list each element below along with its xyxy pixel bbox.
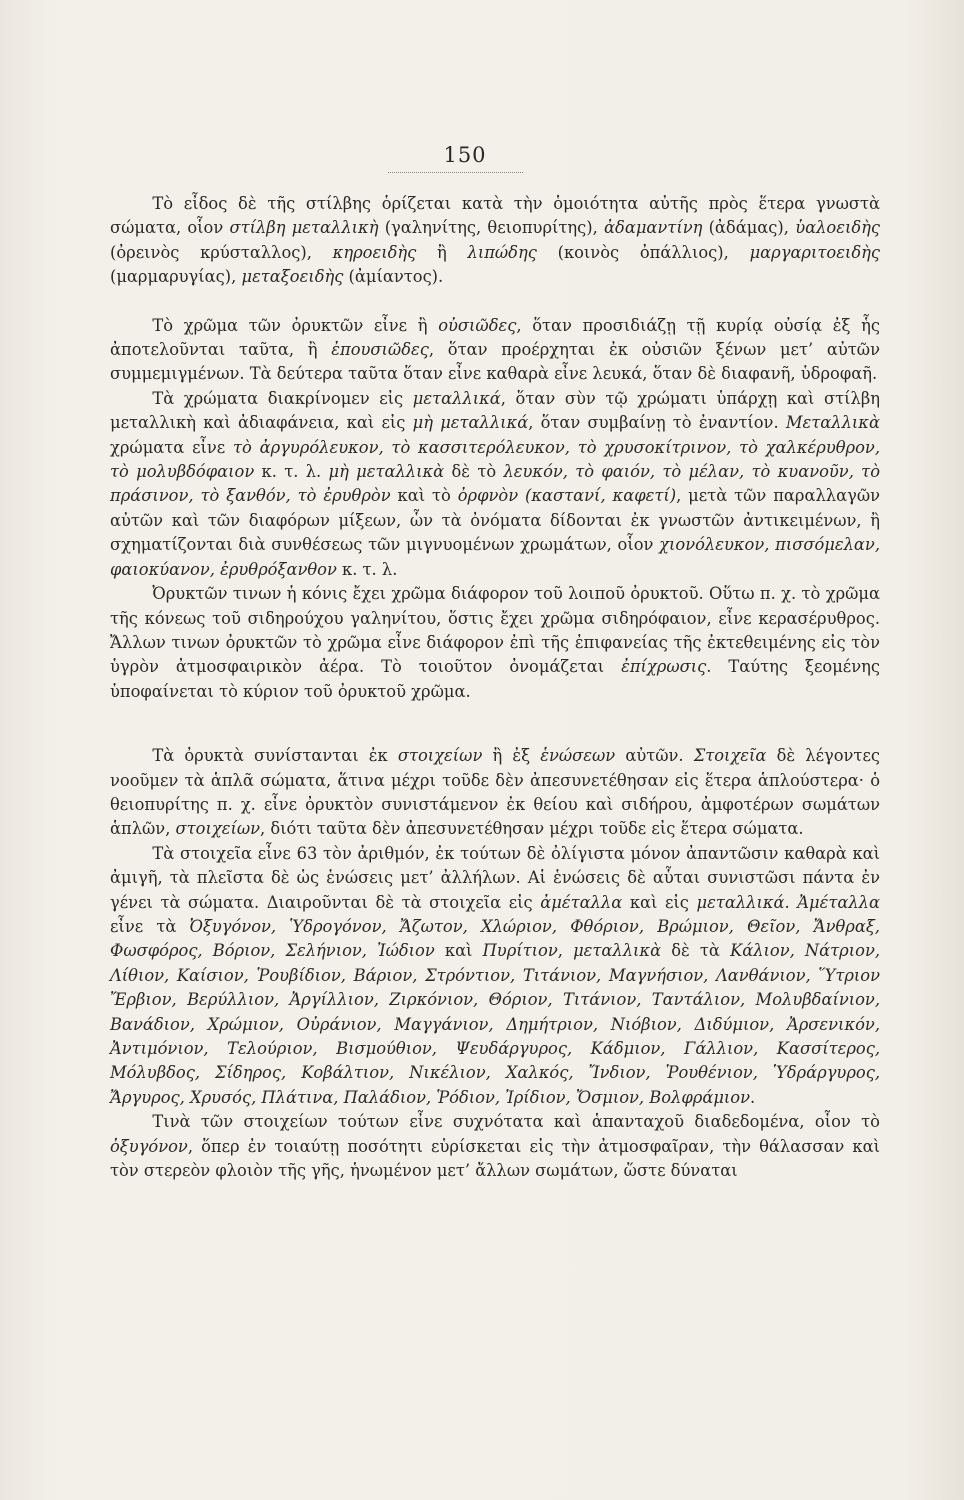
emphasized-term: κηροειδὴς [332, 242, 417, 262]
emphasized-term: Ἀμέταλλα [797, 892, 880, 912]
text-run: Τὰ στοιχεῖα εἶνε 63 τὸν ἀριθμόν, ἐκ τούτων δὲ ὀλίγιστα μόνον ἀπαντῶσιν καθαρὰ καὶ ἀμιγῆ, τὰ πλεῖστα δὲ ὡς ἑνώσεις μετ’ ἀλλήλων. Αἱ ἑνώσεις δὲ αὗται συνιστῶσι πάντα ἐν γένει τὰ σώματα. Διαιροῦνται δὲ τὰ στοιχεῖα εἰς [110, 843, 880, 912]
emphasized-term: Ὀξυγόνον, Ὑδρογόνον, Ἄζωτον, Χλώριον, Φθόριον, Βρώμιον, Θεῖον, Ἄνθραξ, Φωσφόρος, Βόριον, Σελήνιον, Ἰώδιον [110, 916, 880, 961]
text-run: Τινὰ τῶν στοιχείων τούτων εἶνε συχνότατα καὶ ἁπανταχοῦ διαδεδομένα, οἷον τὸ [152, 1112, 880, 1132]
text-run: , [557, 941, 574, 961]
page-number-rule [388, 172, 523, 174]
text-run: αὐτῶν. [615, 746, 694, 766]
page-number: 150 [443, 143, 487, 167]
text-run: εἶνε τὰ [110, 916, 190, 936]
paragraph [110, 1110, 880, 1183]
text-run: καὶ τὸ [390, 486, 458, 506]
text-run: Τὰ ὀρυκτὰ συνίστανται ἐκ [152, 746, 398, 766]
text-run: , ὅταν συμβαίνῃ τὸ ἐναντίον. [528, 413, 786, 433]
emphasized-term: χιονόλευκον, πισσόμελαν, φαιοκύανον, ἐρυθρόξανθον [110, 535, 880, 579]
text-run: , μετὰ τῶν παραλλαγῶν αὐτῶν καὶ τῶν διαφόρων μίξεων, ὧν τὰ ὀνόματα δίδονται ἐκ γνωστῶν ἀντικειμένων, ἢ σχηματίζονται διὰ συνθέσεως τῶν μιγνυομένων χρωμάτων, οἷον [110, 486, 880, 555]
emphasized-term: ὑαλοειδὴς [795, 218, 880, 238]
emphasized-term: ὀξυγόνον [110, 1136, 188, 1156]
emphasized-term: μαργαριτοειδὴς [749, 242, 880, 262]
text-run: , ὅταν προσιδιάζῃ τῇ κυρίᾳ οὐσίᾳ ἐξ ἧς ἀποτελοῦνται ταῦτα, ἢ [110, 315, 880, 360]
text-run: καὶ [434, 941, 483, 961]
emphasized-term: μεταλλικά [412, 388, 501, 408]
text-run: ἢ ἐξ [482, 746, 541, 766]
text-run: (ὀρεινὸς κρύσταλλος), [110, 242, 333, 262]
emphasized-term: στοιχείων [397, 746, 483, 766]
text-run: , ὅταν προέρχηται ἐκ οὐσιῶν ξένων μετ’ αὐτῶν συμμεμιγμένων. Τὰ δεύτερα ταῦτα ὅταν εἶνε καθαρὰ εἶνε λευκά, ὅταν δὲ διαφανῆ, ὑδροφαῆ. [110, 340, 880, 384]
text-run: ἢ [416, 242, 468, 262]
text-run: Τὸ εἶδος δὲ τῆς στίλβης ὁρίζεται κατὰ τὴν ὁμοιότητα αὐτῆς πρὸς ἕτερα γνωστὰ σώματα, οἷον [110, 194, 880, 238]
emphasized-term: λευκόν, τὸ φαιόν, τὸ μέλαν, τὸ κυανοῦν, τὸ πράσινον, τὸ ξανθόν, τὸ ἐρυθρὸν [110, 462, 880, 506]
paragraph [110, 314, 880, 387]
text-run: . [750, 1087, 756, 1107]
text-run: Ὀρυκτῶν τινων ἡ κόνις ἔχει χρῶμα διάφορον τοῦ λοιποῦ ὀρυκτοῦ. Οὕτω π. χ. τὸ χρῶμα τῆς κόνεως τοῦ σιδηρούχου γαληνίτου, ὅστις ἔχει χρῶμα σιδηρόφαιον, εἶνε κερασέρυθρος. Ἄλλων τινων ὀρυκτῶν τὸ χρῶμα εἶνε διάφορον ἐπὶ τῆς ἐπιφανείας τῆς ἐκτεθειμένης εἰς τὸν ὑγρὸν ἀτμοσφαιρικὸν ἀέρα. Τὸ τοιοῦτον ὀνομάζεται [110, 584, 880, 677]
text-run: (ἀμίαντος). [343, 267, 444, 287]
text-run: , διότι ταῦτα δὲν ἀπεσυνετέθησαν μέχρι τοῦδε εἰς ἕτερα σώματα. [260, 819, 804, 839]
text-run: δὲ λέγοντες νοοῦμεν τὰ ἁπλᾶ σώματα, ἅτινα μέχρι τοῦδε δὲν ἀπεσυνετέθησαν εἰς ἕτερα ἁπλούστερα· ὁ θειοπυρίτης π. χ. εἶνε ὀρυκτὸν συνιστάμενον ἐκ θείου καὶ σιδήρου, ἀμφοτέρων σωμάτων ἁπλῶν, [110, 746, 880, 839]
text-run: (κοινὸς ὀπάλλιος), [536, 242, 750, 262]
text-run: χρώματα εἶνε [110, 437, 233, 457]
text-run: . Ταύτης ξεομένης ὑποφαίνεται τὸ κύριον τοῦ ὀρυκτοῦ χρῶμα. [110, 657, 880, 701]
emphasized-term: οὐσιῶδες [438, 315, 517, 335]
paragraph [110, 192, 880, 290]
body-text [110, 192, 880, 1183]
emphasized-term: τὸ ἀργυρόλευκον, τὸ κασσιτερόλευκον, τὸ χρυσοκίτρινον, τὸ χαλκέρυθρον, τὸ μολυβδόφαιον [110, 437, 880, 482]
text-run: κ. τ. λ. [254, 462, 329, 482]
emphasized-term: μεταλλικὰ [573, 941, 662, 961]
emphasized-term: ἐπίχρωσις [621, 657, 707, 677]
text-run: , ὅταν σὺν τῷ χρώματι ὑπάρχῃ καὶ στίλβη μεταλλικὴ καὶ ἀδιαφάνεια, καὶ εἰς [110, 388, 880, 433]
text-run: , ὅπερ ἐν τοιαύτῃ ποσότητι εὑρίσκεται εἰς τὴν ἀτμοσφαῖραν, τὴν θάλασσαν καὶ τὸν στερεὸν φλοιὸν τῆς γῆς, ἡνωμένον μετ’ ἄλλων σωμάτων, ὥστε δύναται [110, 1136, 880, 1181]
emphasized-term: Κάλιον, Νάτριον, Λίθιον, Καίσιον, Ῥουβίδιον, Βάριον, Στρόντιον, Τιτάνιον, Μαγνήσιον, Λανθάνιον, Ὕτριον Ἔρβιον, Βερύλλιον, Ἀργίλλιον, Ζιρκόνιον, Θόριον, Τιτάνιον, Ταντάλιον, Μολυβδαίνιον, Βανάδιον, Χρώμιον, Οὐράνιον, Μαγγάνιον, Δημήτριον, Νιόβιον, Διδύμιον, Ἀρσενικόν, Ἀντιμόνιον, Τελούριον, Βισμούθιον, Ψευδάργυρος, Κάδμιον, Γάλλιον, Κασσίτερος, Μόλυβδος, Σίδηρος, Κοβάλτιον, Νικέλιον, Χαλκός, Ἴνδιον, Ῥουθένιον, Ὑδράργυρος, Ἄργυρος, Χρυσός, Πλάτινα, Παλάδιον, Ῥόδιον, Ἰρίδιον, Ὄσμιον, Βολφράμιον [110, 941, 881, 1107]
emphasized-term: μεταλλικά [696, 892, 785, 912]
emphasized-term: ἑνώσεων [540, 746, 616, 766]
emphasized-term: Στοιχεῖα [693, 746, 767, 766]
emphasized-term: ἀδαμαντίνη [604, 218, 703, 238]
emphasized-term: μὴ μεταλλικά [412, 413, 529, 433]
text-run: δὲ τὰ [661, 941, 731, 961]
paragraph [110, 744, 880, 842]
emphasized-term: Πυρίτιον [482, 941, 558, 961]
text-run: (μαρμαρυγίας), [110, 267, 242, 287]
emphasized-term: μεταξοειδὴς [241, 267, 344, 287]
text-run: Τὰ χρώματα διακρίνομεν εἰς [152, 388, 413, 408]
text-run: δὲ τὸ [444, 462, 504, 482]
emphasized-term: μὴ μεταλλικὰ [328, 462, 445, 482]
text-run: (ἀδάμας), [702, 218, 796, 238]
text-run: Τὸ χρῶμα τῶν ὀρυκτῶν εἶνε ἢ [152, 315, 439, 335]
emphasized-term: στοιχείων [175, 819, 261, 839]
emphasized-term: ἐπουσιῶδες [331, 340, 429, 360]
emphasized-term: στίλβη μεταλλικὴ [229, 218, 379, 238]
text-run: . [784, 892, 798, 912]
text-run: καὶ εἰς [622, 892, 697, 912]
emphasized-term: ἀμέταλλα [540, 892, 623, 912]
emphasized-term: λιπώδης [467, 242, 537, 262]
emphasized-term: ὀρφνὸν (καστανί, καφετί) [457, 486, 677, 506]
emphasized-term: Μεταλλικὰ [785, 413, 880, 433]
text-run: κ. τ. λ. [336, 559, 398, 579]
paragraph [110, 582, 880, 704]
paragraph [110, 842, 880, 1110]
paragraph [110, 387, 880, 582]
text-run: (γαληνίτης, θειοπυρίτης), [378, 218, 605, 238]
